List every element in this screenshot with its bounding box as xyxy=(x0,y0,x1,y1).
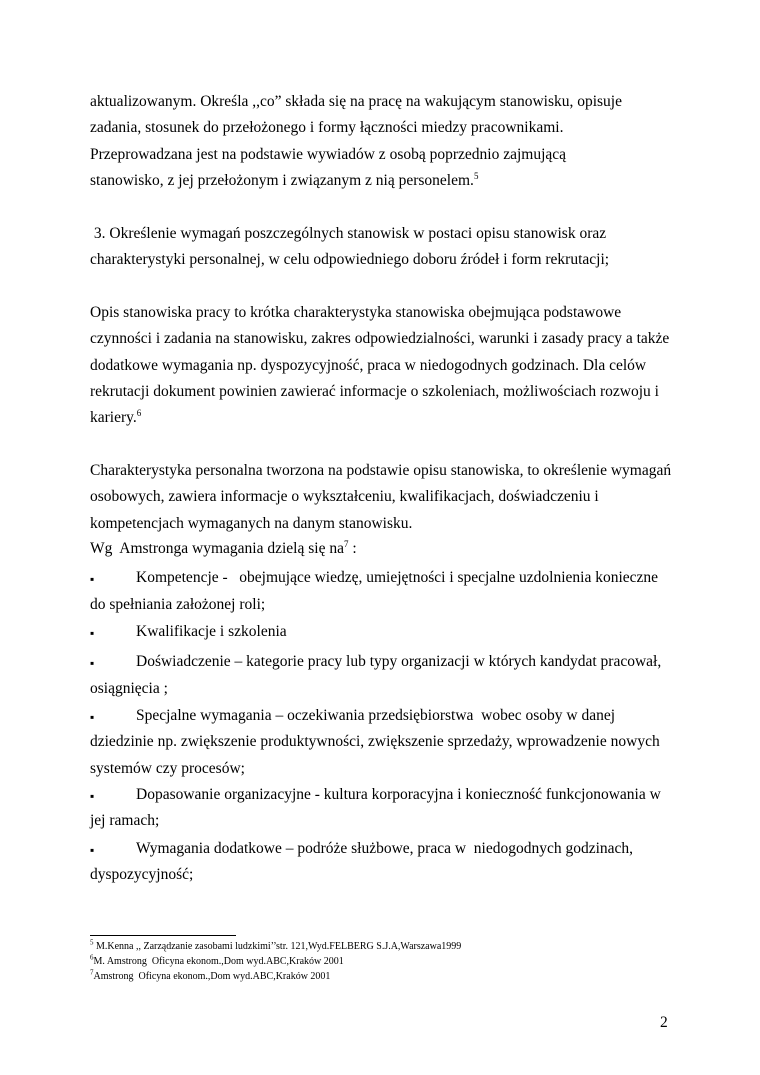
footnote-separator xyxy=(90,935,236,936)
paragraph-line: Wg Amstronga wymagania dzielą się $na^7$ : xyxy=(90,538,357,557)
paragraph-line: Przeprowadzana jest na podstawie wywiadów z osobą poprzednio zajmującą xyxy=(90,146,567,163)
bullet-icon: ▪ xyxy=(90,572,95,586)
list-item: Kwalifikacje i szkolenia xyxy=(136,623,287,640)
paragraph-line: Charakterystyka personalna tworzona na podstawie opisu stanowiska, to określenie wymagań xyxy=(90,462,672,479)
paragraph-line: rekrutacji dokument powinien zawierać informacje o szkoleniach, możliwościach rozwoju i xyxy=(90,383,659,400)
paragraph-line: aktualizowanym. Określa ,,co” składa się na pracę na wakującym stanowisku, opisuje xyxy=(90,93,622,110)
page-number: 2 xyxy=(660,1014,668,1031)
paragraph-line: zadania, stosunek do przełożonego i formy łączności miedzy pracownikami. xyxy=(90,119,564,136)
list-item-continuation: dziedzinie np. zwiększenie produktywności, zwiększenie sprzedaży, wprowadzenie nowych xyxy=(90,733,660,750)
footnote-ref: 7 xyxy=(343,538,349,549)
bullet-icon: ▪ xyxy=(90,843,95,857)
footnote: $^7$Amstrong Oficyna ekonom.,Dom wyd.ABC,Kraków 2001 xyxy=(90,968,331,982)
paragraph-line: czynności i zadania na stanowisku, zakres odpowiedzialności, warunki i zasady pracy a także xyxy=(90,330,670,347)
list-item: Specjalne wymagania – oczekiwania przedsiębiorstwa wobec osoby w danej xyxy=(136,707,616,724)
list-item: Wymagania dodatkowe – podróże służbowe, praca w niedogodnych godzinach, xyxy=(136,840,634,857)
list-item-continuation: systemów czy procesów; xyxy=(90,760,245,777)
bullet-icon: ▪ xyxy=(90,626,95,640)
paragraph-line: osobowych, zawiera informacje o wykształceniu, kwalifikacjach, doświadczeniu i xyxy=(90,488,599,505)
paragraph-line: kariery.$^6$ xyxy=(90,407,142,426)
list-item-continuation: dyspozycyjność; xyxy=(90,866,194,883)
footnote-ref: 5 xyxy=(473,170,479,181)
bullet-icon: ▪ xyxy=(90,656,95,670)
list-item-continuation: do spełniania założonej roli; xyxy=(90,596,266,613)
footnote: $^5$ M.Kenna ,, Zarządzanie zasobami ludzkimi’’str. 121,Wyd.FELBERG S.J.A,Warszawa1999 xyxy=(90,938,462,952)
list-item-continuation: jej ramach; xyxy=(90,812,160,829)
paragraph-line: Opis stanowiska pracy to krótka charakterystyka stanowiska obejmująca podstawowe xyxy=(90,304,622,321)
list-item: Dopasowanie organizacyjne - kultura korporacyjna i konieczność funkcjonowania w xyxy=(136,786,661,803)
footnote-ref: 6 xyxy=(136,407,142,418)
list-item: Kompetencje - obejmujące wiedzę, umiejętności i specjalne uzdolnienia konieczne xyxy=(136,569,659,586)
section-heading-line: 3. Określenie wymagań poszczególnych stanowisk w postaci opisu stanowisk oraz xyxy=(90,225,607,242)
paragraph-line: dodatkowe wymagania np. dyspozycyjność, praca w niedogodnych godzinach. Dla celów xyxy=(90,357,647,374)
list-item-continuation: osiągnięcia ; xyxy=(90,680,168,697)
paragraph-line: kompetencjach wymaganych na danym stanowisku. xyxy=(90,515,413,532)
bullet-icon: ▪ xyxy=(90,789,95,803)
bullet-icon: ▪ xyxy=(90,710,95,724)
list-item: Doświadczenie – kategorie pracy lub typy organizacji w których kandydat pracował, xyxy=(136,653,662,670)
footnote: $^6$M. Amstrong Oficyna ekonom.,Dom wyd.ABC,Kraków 2001 xyxy=(90,953,344,967)
section-heading-line: charakterystyki personalnej, w celu odpowiedniego doboru źródeł i form rekrutacji; xyxy=(90,251,610,268)
paragraph-line: stanowisko, z jej przełożonym i związanym z nią personelem.$^5$ xyxy=(90,170,479,189)
